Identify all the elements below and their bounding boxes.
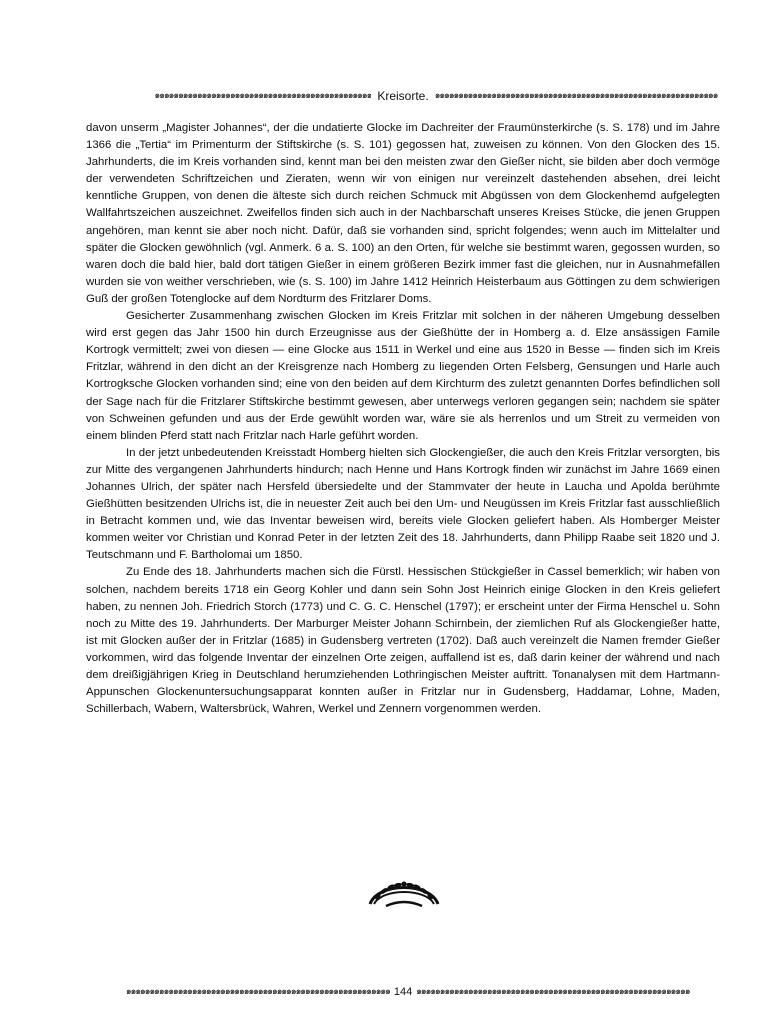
paragraph-3: In der jetzt unbedeutenden Kreisstadt Homberg hielten sich Glockengießer, die auch den Kreis Fritzlar versorgten, bis zur Mitte des vergangenen Jahrhunderts hindurch; nach Henne und Hans Kortrogk finden wir zunächst im Jahre 1669 einen Johannes Ulrich, der später nach Hersfeld übersiedelte und der Stammvater der heute in Laucha und Apolda berühmte Gießhütten besitzenden Ulrichs ist, die in neuester Zeit auch bei den Um- und Neugüssen im Kreis Fritzlar fast ausschließlich in Betracht kommen und, wie das Inventar beweisen wird, bereits viele Glocken geliefert haben. Als Homberger Meister kommen weiter vor Christian und Konrad Peter in der letzten Zeit des 18. Jahrhunderts, dann Philipp Raabe seit 1820 und J. Teutschmann und F. Bartholomai um 1850. [86, 446, 720, 562]
header-ornament-right: ๑๑๑๑๑๑๑๑๑๑๑๑๑๑๑๑๑๑๑๑๑๑๑๑๑๑๑๑๑๑๑๑๑๑๑๑๑๑๑๑๑๑๑๑๑๑๑๑๑๑๑๑๑๑๑๑๑๑๑๑ [434, 91, 718, 101]
running-header [86, 88, 720, 104]
paragraph-2: Gesicherter Zusammenhang zwischen Glocken im Kreis Fritzlar mit solchen in der näheren Umgebung desselben wird erst gegen das Jahr 1500 hin durch Erzeugnisse aus der Gießhütte der in Homberg a. d. Elze ansässigen Famile Kortrogk vermittelt; zwei von diesen — eine Glocke aus 1511 in Werkel und eine aus 1520 in Besse — finden sich im Kreis Fritzlar, während in den dicht an der Kreisgrenze nach Homberg zu liegenden Orten Felsberg, Gensungen und Harle auch Kortrogksche Glocken vorhanden sind; eine von den beiden auf dem Kirchturm des zuletzt genannten Dorfes befindlichen soll der Sage nach für die Fritzlarer Stiftskirche bestimmt gewesen, aber unterwegs verloren gegangen sein; nachdem sie später von Schweinen gefunden und aus der Erde gewühlt worden war, wäre sie als herrenlos und um Streit zu vermeiden von einem blinden Pferd statt nach Fritzlar nach Harle geführt worden. [86, 310, 720, 442]
laurel-wreath-svg [364, 874, 444, 912]
paragraph-4: Zu Ende des 18. Jahrhunderts machen sich die Fürstl. Hessischen Stückgießer in Cassel bemerklich; wir haben von solchen, nachdem bereits 1718 ein Georg Kohler und dann sein Sohn Jost Heinrich einige Glocken in den Kreis geliefert haben, zu nennen Joh. Friedrich Storch (1773) und C. G. C. Henschel (1797); er erscheint unter der Firma Henschel u. Sohn noch zu Mitte des 19. Jahrhunderts. Der Marburger Meister Johann Schirnbein, der ziemlichen Ruf als Glockengießer hatte, ist mit Glocken außer der in Fritzlar (1685) in Gudensberg vertreten (1702). Daß auch vereinzelt die Namen fremder Gießer vorkommen, wird das folgende Inventar der einzelnen Orte zeigen, auffallend ist es, daß darin keiner der während und nach dem dreißigjährigen Krieg in Deutschland herumziehenden Lothringischen Meister auftritt. Tonanalysen mit dem Hartmann-Appunschen Glockenuntersuchungsapparat konnten außer in Fritzlar nur in Gudensberg, Haddamar, Lohne, Maden, Schillerbach, Wabern, Waltersbrück, Wahren, Werkel und Zennern vorgenommen werden. [86, 566, 720, 716]
page-footer [86, 985, 720, 999]
header-ornament-left: ๑๑๑๑๑๑๑๑๑๑๑๑๑๑๑๑๑๑๑๑๑๑๑๑๑๑๑๑๑๑๑๑๑๑๑๑๑๑๑๑๑๑๑๑๑๑ [154, 91, 372, 101]
header-title: Kreisorte. [377, 89, 429, 103]
page-number: 144 [393, 986, 413, 998]
body-text [86, 120, 720, 718]
paragraph-1: davon unserm „Magister Johannes“, der die undatierte Glocke im Dachreiter der Fraumünsterkirche (s. S. 178) und im Jahre 1366 die „Tertia“ im Primenturm der Stiftskirche (s. S. 101) gegossen hat, zuweisen zu können. Von den Glocken des 15. Jahrhunderts, die im Kreis vorhanden sind, kennt man bei den meisten zwar den Gießer nicht, sie bilden aber doch vermöge der verwendeten Schriftzeichen und Zieraten, wenn wir von einigen nur vereinzelt dastehenden absehen, drei leicht kenntliche Gruppen, von denen die älteste sich durch reichen Schmuck mit Abgüssen von dem Glockenhemd aufgelegten Wallfahrtszeichen auszeichnet. Zweifellos finden sich auch in der Nachbarschaft unseres Kreises Stücke, die jenen Gruppen angehören, man kennt sie aber noch nicht. Dafür, daß sie vorhanden sind, spricht folgendes; wenn auch im Mittelalter und später die Glocken gewöhnlich (vgl. Anmerk. 6 a. S. 100) an den Orten, für welche sie bestimmt waren, gegossen wurden, so waren doch die bald hier, bald dort tätigen Gießer in einem größeren Bezirk immer fast die gleichen, nur in Ausnahmefällen wurden sie von weither verschrieben, wie (s. S. 100) im Jahre 1412 Heinrich Heisterbaum aus Göttingen zu dem schwierigen Guß der großen Totenglocke auf dem Nordturm des Fritzlarer Doms. [86, 122, 720, 305]
footer-ornament-right: ๑๑๑๑๑๑๑๑๑๑๑๑๑๑๑๑๑๑๑๑๑๑๑๑๑๑๑๑๑๑๑๑๑๑๑๑๑๑๑๑๑๑๑๑๑๑๑๑๑๑๑๑๑๑๑๑๑๑ [416, 987, 690, 997]
footer-ornament-left: ๑๑๑๑๑๑๑๑๑๑๑๑๑๑๑๑๑๑๑๑๑๑๑๑๑๑๑๑๑๑๑๑๑๑๑๑๑๑๑๑๑๑๑๑๑๑๑๑๑๑๑๑๑๑๑๑ [125, 987, 390, 997]
laurel-wreath-vignette-icon [364, 874, 444, 912]
